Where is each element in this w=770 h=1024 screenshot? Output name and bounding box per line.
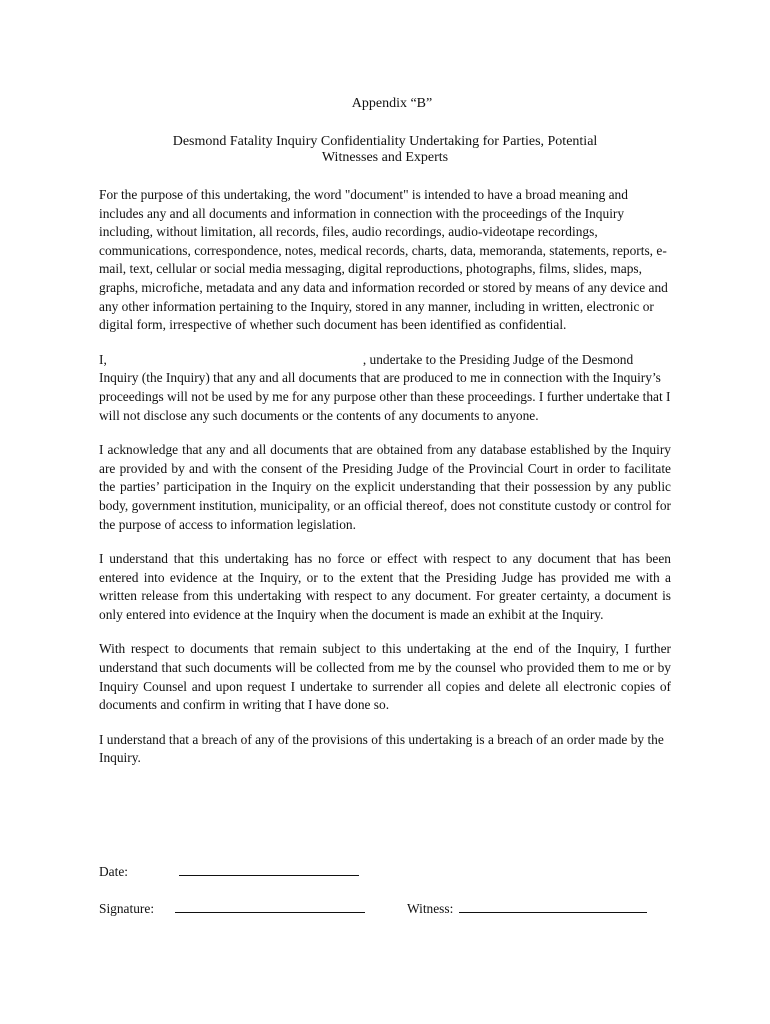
title-line-2: Witnesses and Experts: [321, 150, 449, 165]
appendix-label: Appendix “B”: [351, 96, 433, 111]
date-line[interactable]: [179, 863, 359, 876]
acknowledge-paragraph: I acknowledge that any and all documents that are obtained from any database established by the Inquiry are provided by and with the consent of the Presiding Judge of the Provincial Court in order to facilitate the parties’ participation in the Inquiry on the explicit understanding that their possession by any public body, government institution, municipality, or an official thereof, does not constitute custody or control for the purpose of access to information legislation.: [99, 442, 671, 532]
return-documents-paragraph: With respect to documents that remain subject to this undertaking at the end of the Inquiry, I further understand that such documents will be collected from me by the counsel who provided them to me or by Inquiry Counsel and upon request I undertake to surrender all copies and delete all electronic copies of documents and confirm in writing that I have done so.: [99, 641, 671, 713]
signature-label: Signature:: [99, 901, 155, 916]
document-title: [99, 134, 671, 166]
undertaking-paragraph: [99, 351, 671, 425]
witness-label: Witness:: [407, 901, 454, 916]
date-label: Date:: [99, 864, 128, 879]
breach-paragraph: I understand that a breach of any of the provisions of this undertaking is a breach of an order made by the Inquiry.: [99, 731, 664, 766]
witness-row: [407, 900, 647, 917]
witness-line[interactable]: [459, 900, 647, 913]
title-line-1: Desmond Fatality Inquiry Confidentiality Undertaking for Parties, Potential: [172, 134, 598, 149]
signature-line[interactable]: [175, 900, 365, 913]
date-row: [99, 863, 359, 880]
definition-paragraph: For the purpose of this undertaking, the word "document" is intended to have a broad meaning and includes any and all documents and information in connection with the proceedings of the Inquiry including, without limitation, all records, files, audio recordings, audio-videotape recordings, communications, correspondence, notes, medical records, charts, data, memoranda, statements, reports, e-mail, text, cellular or social media messaging, digital reproductions, photographs, films, slides, maps, graphs, microfiche, metadata and any data and information recorded or stored by means of any device and any other information pertaining to the Inquiry, stored in any manner, including in written, electronic or digital form, irrespective of whether such document has been identified as confidential.: [99, 187, 668, 333]
undertaking-prefix: I,: [99, 351, 107, 367]
signature-row: [99, 900, 365, 917]
document-page: [99, 96, 671, 784]
undertaking-text: , undertake to the Presiding Judge of the Desmond Inquiry (the Inquiry) that any and all documents that are produced to me in connection with the Inquiry’s proceedings will not be used by me for any purpose other than these proceedings. I further undertake that I will not disclose any such documents or the contents of any documents to anyone.: [99, 351, 671, 423]
evidence-paragraph: I understand that this undertaking has no force or effect with respect to any document that has been entered into evidence at the Inquiry, or to the extent that the Presiding Judge has provided me with a written release from this undertaking with respect to any document. For greater certainty, a document is only entered into evidence at the Inquiry when the document is made an exhibit at the Inquiry.: [99, 551, 671, 622]
